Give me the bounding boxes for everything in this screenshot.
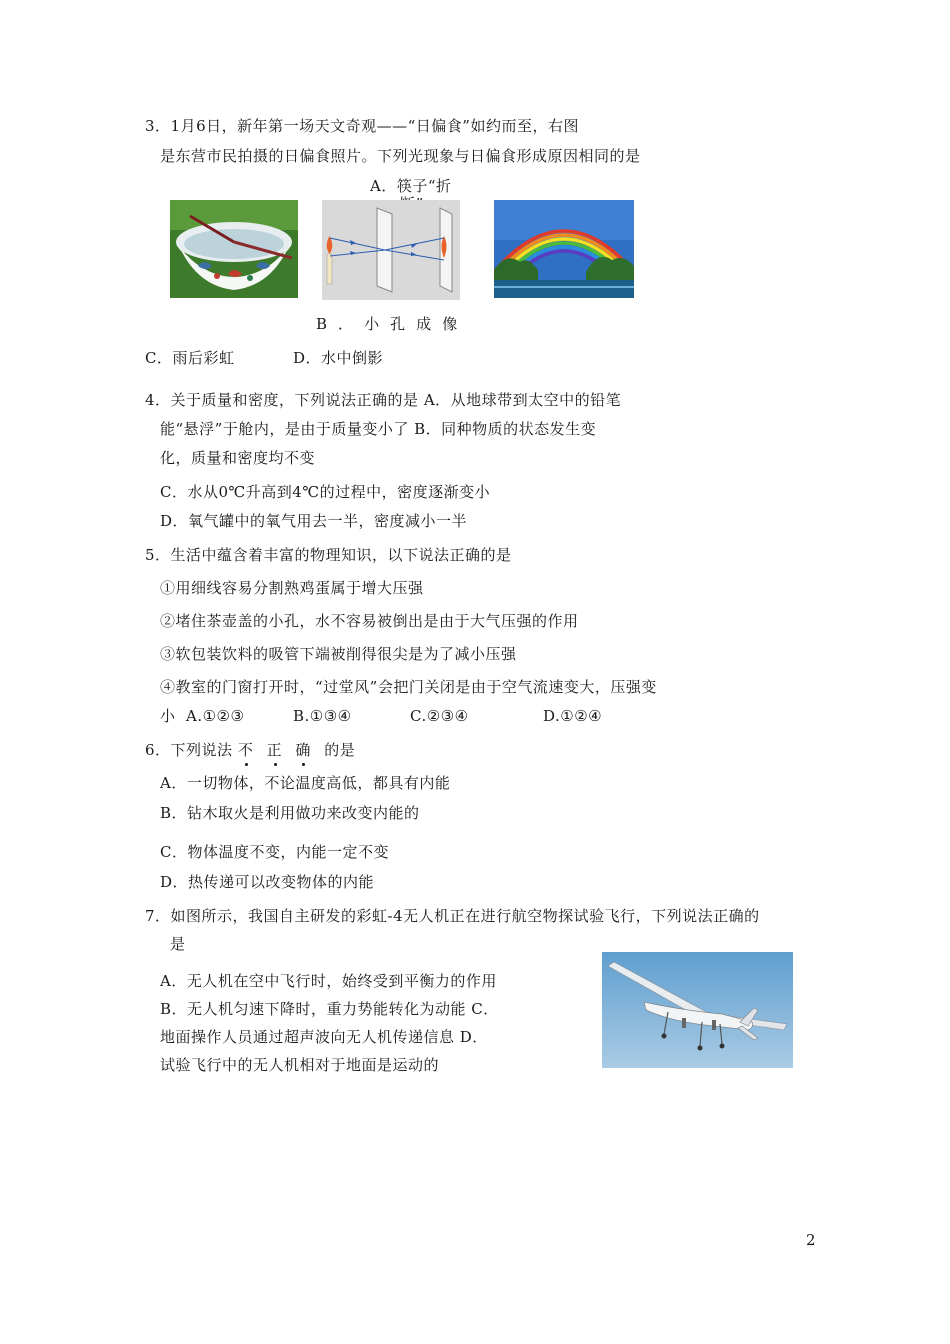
q5-statement-4: ④教室的门窗打开时，“过堂风”会把门关闭是由于空气流速变大，压强变	[160, 678, 657, 696]
q6-option-d: D．热传递可以改变物体的内能	[160, 873, 375, 891]
q6-option-c: C．物体温度不变，内能一定不变	[160, 843, 389, 861]
q4-option-c: C．水从0℃升高到4℃的过程中，密度逐渐变小	[160, 483, 491, 501]
rainbow-image	[494, 200, 634, 298]
q6-stem-suffix: 的是	[324, 741, 356, 759]
q7-option-b: B．无人机匀速下降时，重力势能转化为动能 C．	[160, 1000, 499, 1018]
q5-statement-1: ①用细线容易分割熟鸡蛋属于增大压强	[160, 579, 424, 597]
q4-stem-line3: 化，质量和密度均不变	[160, 449, 316, 467]
q6-emphasis-correct-2: 确	[295, 741, 311, 759]
chopsticks-bowl-image	[170, 200, 298, 298]
q7-stem-line1: 7．如图所示，我国自主研发的彩虹-4无人机正在进行航空物探试验飞行，下列说法正确的	[145, 907, 760, 925]
drone-image	[602, 952, 793, 1068]
pinhole-imaging-image	[322, 200, 460, 300]
q7-stem-line2: 是	[170, 935, 186, 953]
q6-option-b: B．钻木取火是利用做功来改变内能的	[160, 804, 420, 822]
q5-option-d: D.①②④	[543, 707, 603, 725]
q3-option-a-line1: A．筷子“折	[370, 177, 452, 195]
q3-option-c: C．雨后彩虹	[145, 349, 235, 367]
q6-emphasis-correct-1: 正	[266, 741, 283, 759]
q5-option-a: A.①②③	[186, 707, 245, 725]
q7-option-c: 地面操作人员通过超声波向无人机传递信息 D．	[160, 1028, 488, 1046]
q5-statement-4-cont: 小	[160, 707, 176, 725]
q5-option-b: B.①③④	[293, 707, 352, 725]
q6-stem	[145, 740, 355, 760]
q5-statement-3: ③软包装饮料的吸管下端被削得很尖是为了减小压强	[160, 645, 517, 663]
q3-stem-line1: 3．1月6日，新年第一场天文奇观——“日偏食”如约而至，右图	[145, 117, 579, 135]
q6-stem-prefix: 6．下列说法	[145, 741, 233, 759]
q5-stem: 5．生活中蕴含着丰富的物理知识，以下说法正确的是	[145, 546, 512, 564]
q7-option-a: A．无人机在空中飞行时，始终受到平衡力的作用	[160, 972, 497, 990]
q4-stem-line1: 4．关于质量和密度，下列说法正确的是 A．从地球带到太空中的铅笔	[145, 391, 622, 409]
q6-option-a: A．一切物体，不论温度高低，都具有内能	[160, 774, 451, 792]
q7-option-d: 试验飞行中的无人机相对于地面是运动的	[160, 1056, 440, 1074]
q3-option-b: B ． 小 孔 成 像	[316, 315, 458, 333]
q5-statement-2: ②堵住茶壶盖的小孔，水不容易被倒出是由于大气压强的作用	[160, 612, 579, 630]
q3-option-d: D．水中倒影	[293, 349, 384, 367]
page-number: 2	[806, 1231, 817, 1249]
q3-stem-line2: 是东营市民拍摄的日偏食照片。下列光现象与日偏食形成原因相同的是	[160, 147, 641, 165]
q5-option-c: C.②③④	[410, 707, 469, 725]
q4-stem-line2: 能“悬浮”于舱内，是由于质量变小了 B．同种物质的状态发生变	[160, 420, 597, 438]
q6-emphasis-not: 不	[237, 741, 254, 759]
q4-option-d: D．氧气罐中的氧气用去一半，密度减小一半	[160, 512, 468, 530]
